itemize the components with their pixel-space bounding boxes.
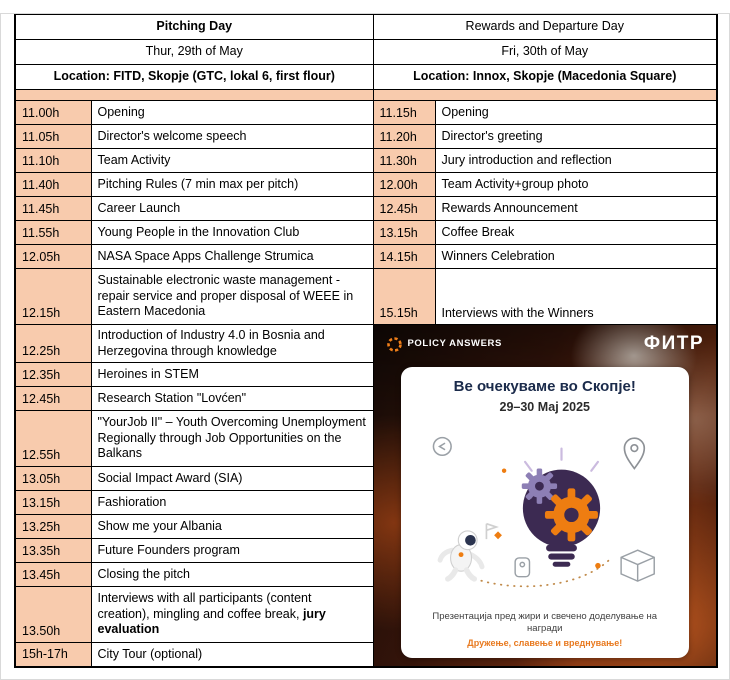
event-cell: Career Launch [91, 197, 373, 221]
event-cell: Team Activity [91, 149, 373, 173]
time-cell: 13.35h [15, 539, 91, 563]
event-text-bold: jury evaluation [97, 606, 326, 637]
day-title-right: Rewards and Departure Day [373, 14, 717, 40]
time-cell: 13.15h [15, 491, 91, 515]
poster-tagline: Дружење, славење и вреднување! [467, 638, 623, 649]
time-cell: 11.30h [373, 149, 435, 173]
time-cell: 13.25h [15, 515, 91, 539]
time-cell: 12.55h [15, 411, 91, 467]
poster-logo-bar [374, 325, 717, 363]
poster-image [374, 325, 717, 666]
event-cell: Closing the pitch [91, 563, 373, 587]
time-cell: 12.05h [15, 245, 91, 269]
time-cell: 11.15h [373, 101, 435, 125]
day-title-left: Pitching Day [15, 14, 373, 40]
event-cell: Young People in the Innovation Club [91, 221, 373, 245]
lightbulb-gears-astronaut-illustration [418, 417, 672, 611]
day-date-left: Thur, 29th of May [15, 40, 373, 65]
poster-dates: 29–30 Мај 2025 [499, 399, 591, 414]
event-cell: Director's welcome speech [91, 125, 373, 149]
time-cell: 12.45h [15, 387, 91, 411]
event-cell: Sustainable electronic waste management - repair service and proper disposal of WEEE in Eastern Macedonia [91, 269, 373, 325]
event-cell: Opening [91, 101, 373, 125]
event-cell: "YourJob II" – Youth Overcoming Unemployment Regionally through Job Opportunities on the Balkans [91, 411, 373, 467]
policy-answers-label: POLICY ANSWERS [407, 338, 502, 350]
time-cell: 11.05h [15, 125, 91, 149]
time-cell: 11.10h [15, 149, 91, 173]
event-cell: City Tour (optional) [91, 643, 373, 667]
day-location-left: Location: FITD, Skopje (GTC, lokal 6, first flour) [15, 65, 373, 90]
time-cell: 13.05h [15, 467, 91, 491]
event-cell: Introduction of Industry 4.0 in Bosnia and Herzegovina through knowledge [91, 325, 373, 363]
day-location-right: Location: Innox, Skopje (Macedonia Square) [373, 65, 717, 90]
time-cell: 11.00h [15, 101, 91, 125]
event-cell: Fashioration [91, 491, 373, 515]
policy-answers-icon [386, 336, 403, 353]
fitr-logo: ФИТР [643, 333, 705, 355]
time-cell: 12.25h [15, 325, 91, 363]
event-cell: Social Impact Award (SIA) [91, 467, 373, 491]
event-cell: Heroines in STEM [91, 363, 373, 387]
time-cell: 12.15h [15, 269, 91, 325]
event-cell: Team Activity+group photo [435, 173, 717, 197]
time-cell: 11.45h [15, 197, 91, 221]
time-cell: 15h-17h [15, 643, 91, 667]
schedule-table [14, 13, 718, 668]
spacer-row-cell [15, 90, 373, 101]
poster-headline: Ве очекуваме во Скопје! [453, 378, 636, 395]
time-cell: 12.35h [15, 363, 91, 387]
time-cell: 13.45h [15, 563, 91, 587]
event-cell: Winners Celebration [435, 245, 717, 269]
event-cell: Show me your Albania [91, 515, 373, 539]
schedule-document [14, 13, 716, 668]
event-cell: Director's greeting [435, 125, 717, 149]
policy-answers-logo [386, 336, 502, 353]
event-cell: Future Founders program [91, 539, 373, 563]
event-cell: Coffee Break [435, 221, 717, 245]
astronaut-figure [440, 531, 482, 579]
time-cell: 11.55h [15, 221, 91, 245]
poster-card [401, 367, 690, 658]
time-cell: 14.15h [373, 245, 435, 269]
time-cell: 15.15h [373, 269, 435, 325]
event-cell: Jury introduction and reflection [435, 149, 717, 173]
event-cell: Opening [435, 101, 717, 125]
time-cell: 13.50h [15, 587, 91, 643]
spacer-row-cell [373, 90, 717, 101]
time-cell: 11.40h [15, 173, 91, 197]
time-cell: 12.00h [373, 173, 435, 197]
time-cell: 11.20h [373, 125, 435, 149]
time-cell: 13.15h [373, 221, 435, 245]
day-date-right: Fri, 30th of May [373, 40, 717, 65]
event-cell: Rewards Announcement [435, 197, 717, 221]
time-cell: 12.45h [373, 197, 435, 221]
event-cell: Research Station "Lovćen" [91, 387, 373, 411]
event-cell: NASA Space Apps Challenge Strumica [91, 245, 373, 269]
event-text: Interviews with all participants (content creation), mingling and coffee break, [97, 591, 312, 621]
poster-caption: Презентација пред жири и свечено доделување на награди [432, 610, 658, 634]
event-cell: Pitching Rules (7 min max per pitch) [91, 173, 373, 197]
event-cell [91, 587, 373, 643]
event-poster [373, 325, 717, 667]
event-cell: Interviews with the Winners [435, 269, 717, 325]
